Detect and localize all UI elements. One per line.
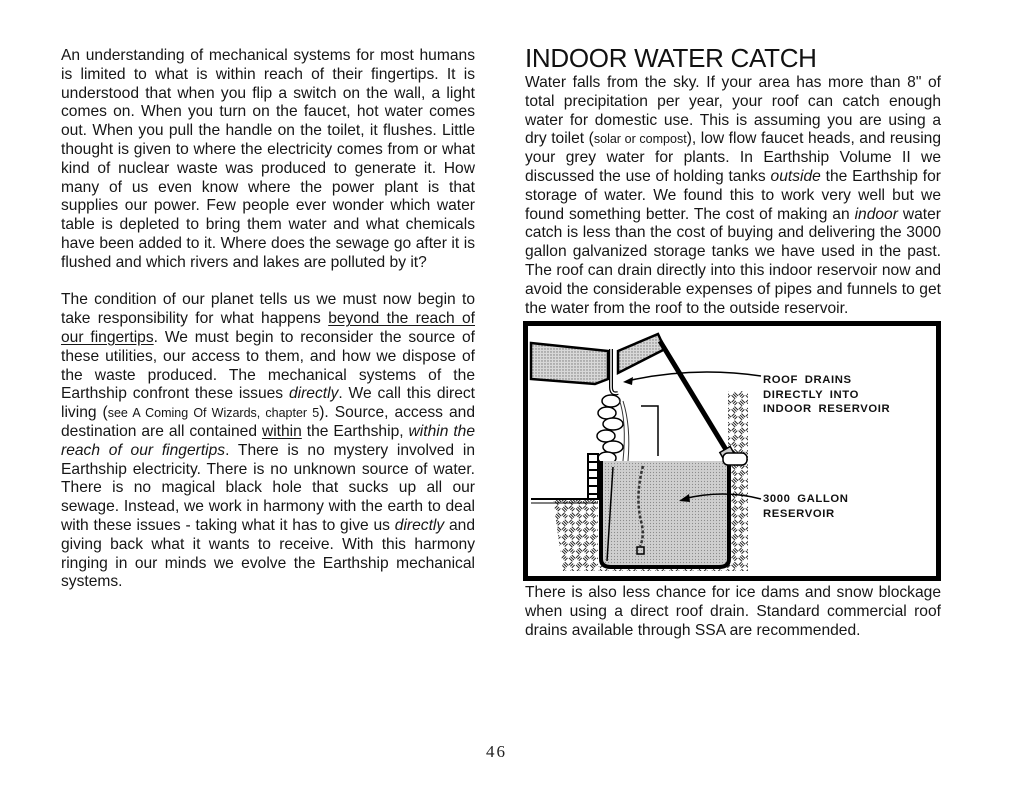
text-run: The condition of our planet tells us we must now begin to take responsibility for what happens: [61, 291, 475, 328]
text-run: . We call this direct living (: [61, 385, 475, 422]
text-run: and giving back what it wants to receive. With this harmony ringing in our minds we evolve the Earthship mechanical systems.: [61, 516, 475, 591]
reservoir-tank: [601, 461, 729, 567]
text-run: ). Source, access and destination are all contained: [61, 404, 475, 440]
text-italic: indoor: [854, 205, 898, 223]
paragraph-gap: [61, 273, 475, 292]
text-run: . We must begin to reconsider the source of these utilities, our access to them, and how we dispose of the waste produced. The mechanical systems of the Earthship confront these issues: [61, 328, 475, 403]
ladder-wall: [588, 454, 598, 499]
text-small: solar or compost: [593, 132, 687, 147]
text-run: There is also less chance for ice dams and snow blockage when using a direct roof drain. Standard commercial roof drains available through SSA are recommended.: [525, 584, 941, 639]
left-roof-slab: [531, 343, 608, 384]
text-run: the Earthship for storage of water. We found this to work very well but we found something better. The cost of making an: [525, 167, 941, 223]
text-italic: directly: [288, 385, 339, 403]
text-run: Water falls from the sky. If your area has more than 8" of total precipitation per year, your roof can catch enough water for domestic use. This is assuming you are using a dry toilet (: [525, 74, 941, 148]
left-column: [61, 47, 475, 592]
section-heading: INDOOR WATER CATCH: [525, 43, 817, 73]
text-italic: outside: [770, 167, 821, 185]
text-underline: within: [261, 422, 302, 440]
paragraph-ice-dams: [525, 584, 941, 640]
text-small: see A Coming Of Wizards, chapter 5: [107, 406, 320, 421]
indoor-water-catch-diagram: [523, 321, 941, 581]
roof-drain-label: ROOF DRAINS DIRECTLY INTO INDOOR RESERVOIR: [763, 374, 891, 416]
text-underline: beyond the reach of our fingertips: [61, 310, 475, 346]
page-number: 46: [486, 742, 507, 761]
reservoir-label: 3000 GALLON RESERVOIR: [763, 493, 849, 520]
text-italic: within the reach of our fingertips: [61, 422, 475, 459]
text-run: . There is no mystery involved in Earthship electricity. There is no unknown source of water. There is no magical black hole that sucks up all our sewage. Instead, we work in harmony with the earth to deal with these issues - taking what it has to give us: [61, 441, 475, 534]
text-run: the Earthship,: [301, 422, 409, 440]
right-column: [525, 44, 941, 641]
text-italic: directly: [394, 516, 445, 534]
paragraph-mechanical-systems-intro: [61, 47, 475, 273]
text-run: water catch is less than the cost of buying and delivering the 3000 gallon galvanized storage tanks we have used in the past. The roof can drain directly into this indoor reservoir now and avoid the considerable expenses of pipes and funnels to get the water from the roof to the outside reservoir.: [525, 205, 942, 317]
diagram-illustration: [523, 321, 941, 581]
paragraph-water-catch-intro: [525, 74, 941, 318]
text-run: ), low flow faucet heads, and reusing your grey water for plants. In Earthship Volume II we discussed the use of holding tanks: [525, 130, 942, 185]
paragraph-planet-responsibility: [61, 291, 475, 592]
text-run: An understanding of mechanical systems for most humans is limited to what is within reach of their fingertips. It is understood that when you flip a switch on the wall, a light comes on. When you turn on the faucet, hot water comes out. When you pull the handle on the toilet, it flushes. Little thought is given to where the electricity comes from or what kind of nuclear waste was produced to generate it. How many of us even know where the power plant is that supplies our power. Few people ever wonder which water table is depleted to bring them water and what chemicals have been added to it. Where does the sewage go after it is flushed and which rivers and lakes are polluted by it?: [61, 47, 475, 271]
